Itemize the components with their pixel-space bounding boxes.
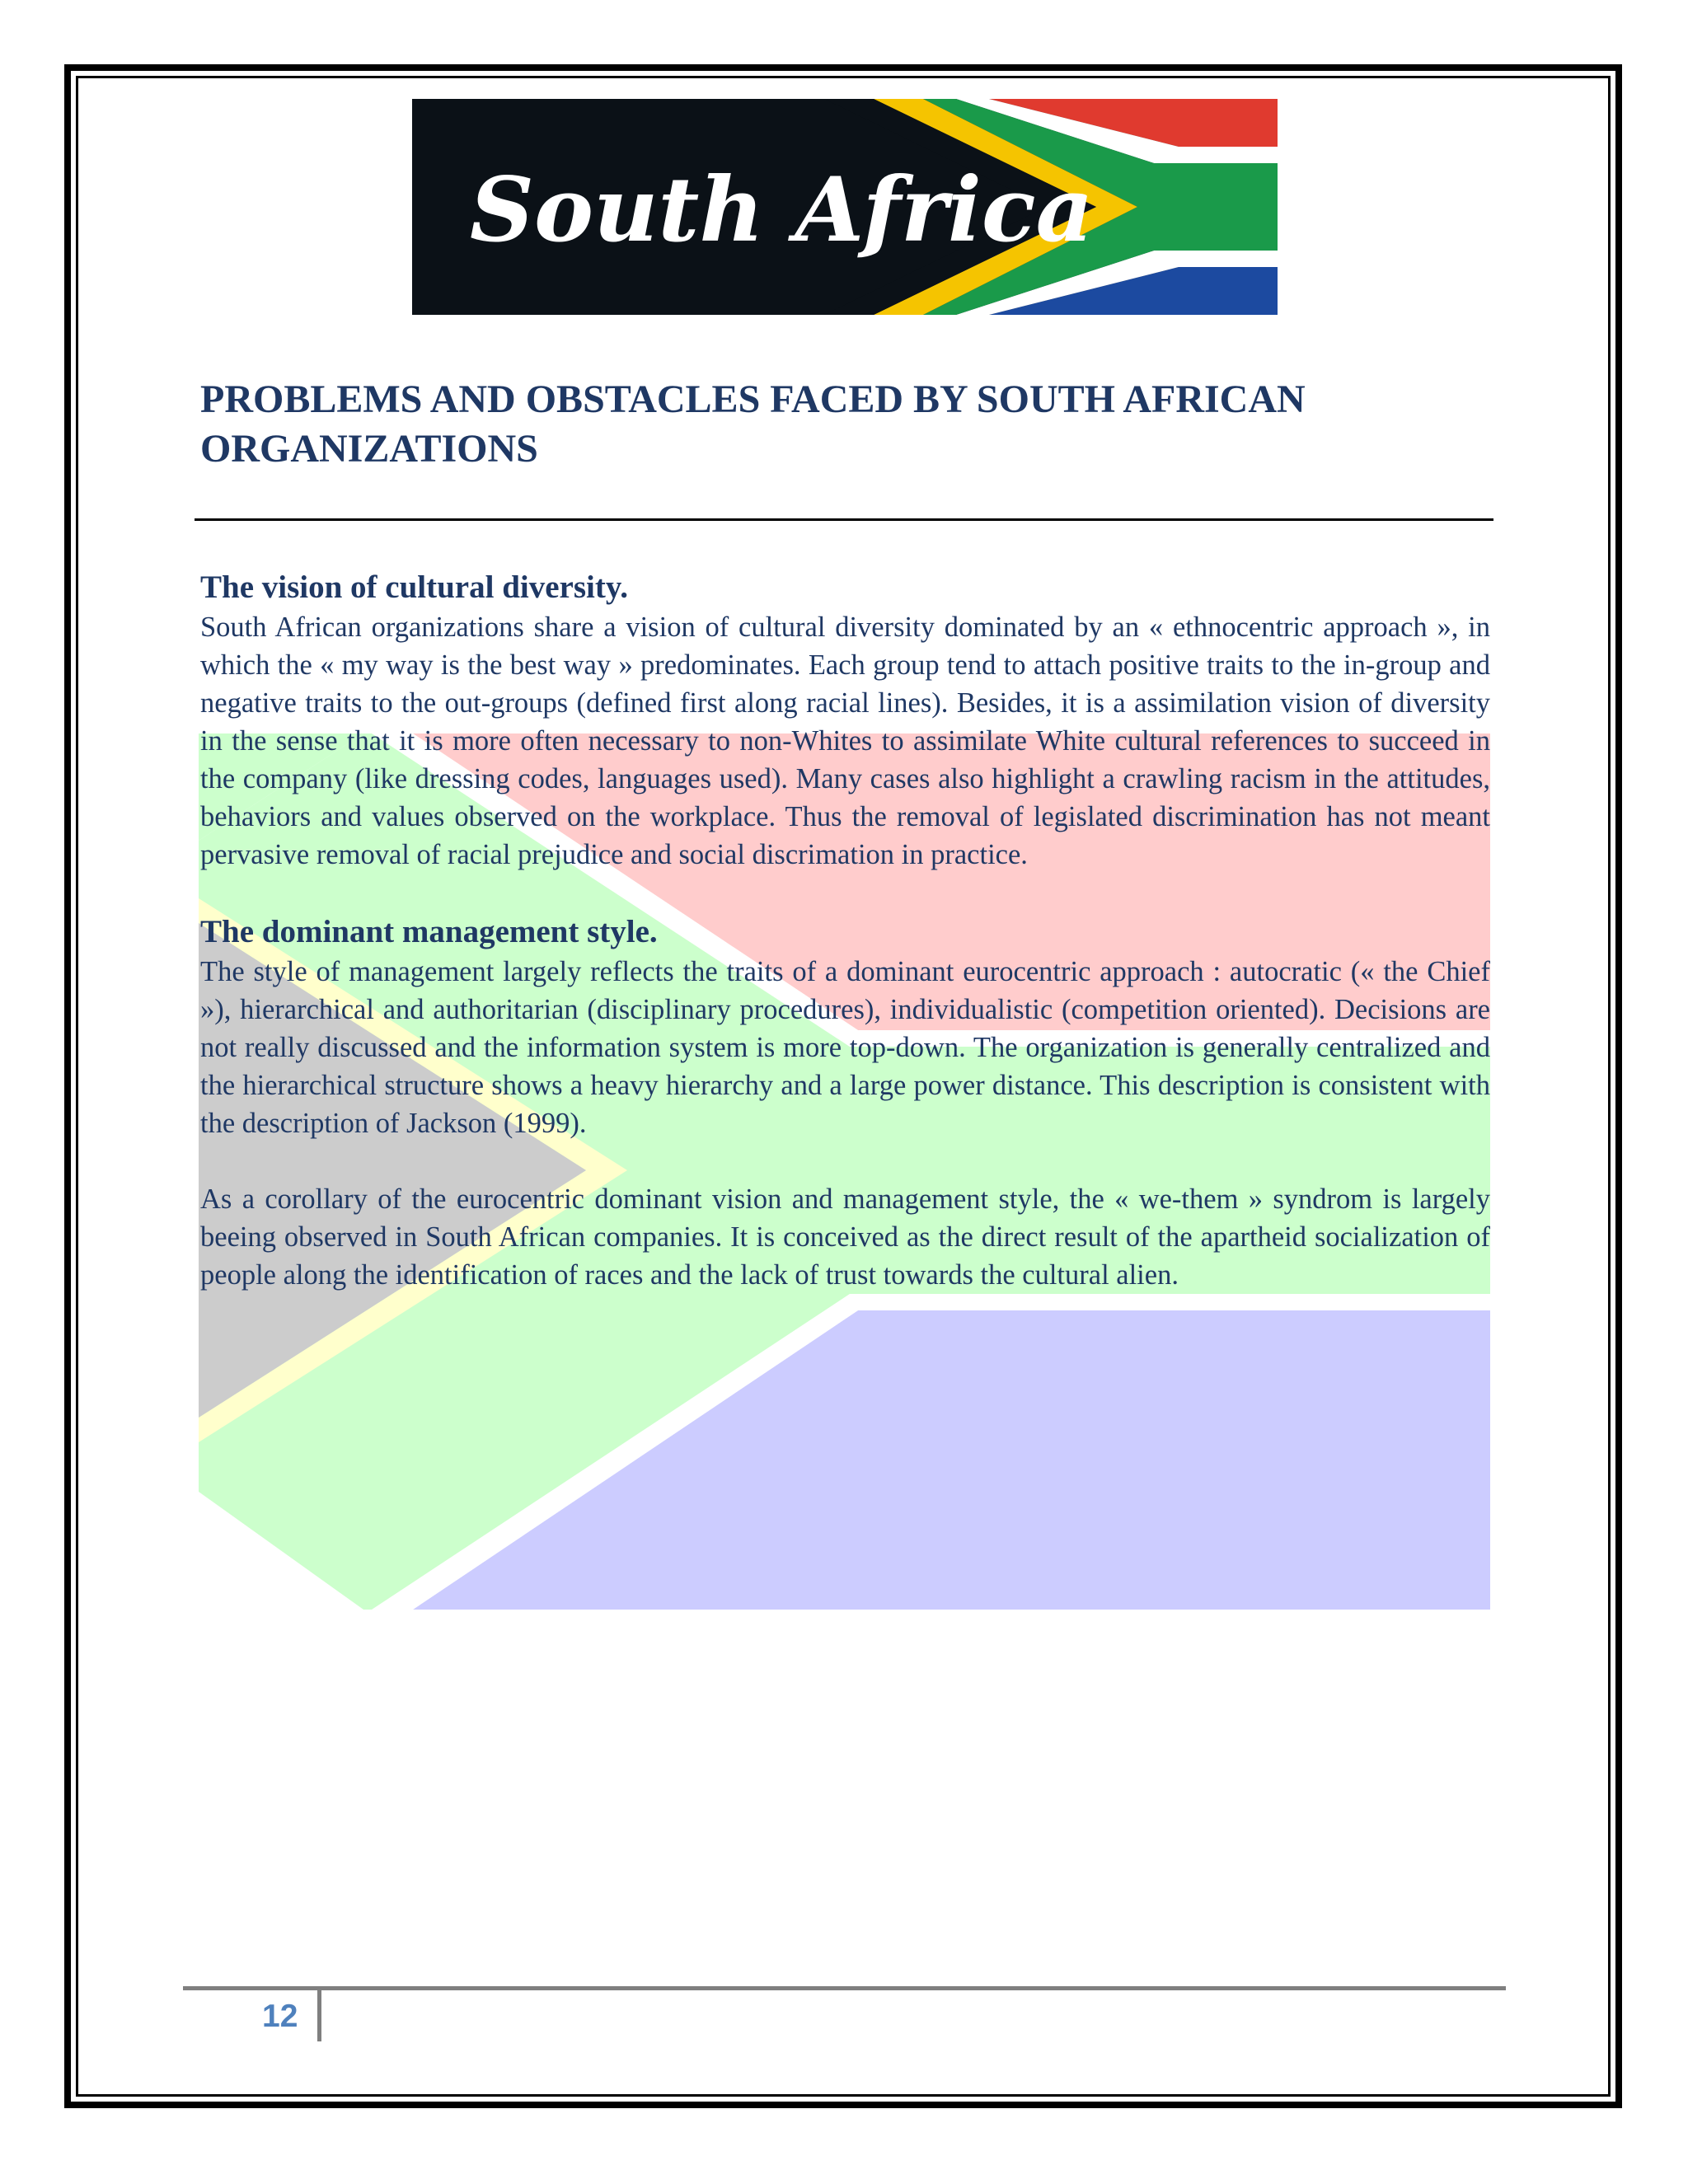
section-cultural-diversity — [200, 567, 1490, 874]
banner-logo-text: South Africa — [470, 158, 1094, 262]
section-heading: The dominant management style. — [200, 914, 658, 949]
section-heading: The vision of cultural diversity. — [200, 569, 628, 605]
main-content — [200, 567, 1490, 1294]
page-title: PROBLEMS AND OBSTACLES FACED BY SOUTH AFRICAN ORGANIZATIONS — [200, 377, 1306, 471]
spacer — [200, 1142, 1490, 1180]
section-paragraph: The style of management largely reflects the traits of a dominant eurocentric approach : autocratic (« the Chief »), hierarchical and authoritarian (disciplinary procedures), individualistic (competition oriented). Decisions are not really discussed and the information system is more top-down. The organization is generally centralized and the hierarchical structure shows a heavy hierarchy and a large power distance. This description is consistent with the description of Jackson (1999). — [200, 956, 1490, 1139]
footer-divider-tick — [317, 1990, 321, 2041]
page-number: 12 — [262, 1999, 298, 2034]
section-paragraph: South African organizations share a vision of cultural diversity dominated by an « ethnocentric approach », in which the « my way is the best way » predominates. Each group tend to attach positive traits to the in-group and negative traits to the out-groups (defined first along racial lines). Besides, it is a assimilation vision of diversity in the sense that it is more often necessary to non-Whites to assimilate White cultural references to succeed in the company (like dressing codes, languages used). Many cases also highlight a crawling racism in the attitudes, behaviors and values observed on the workplace. Thus the removal of legislated discrimination has not meant pervasive removal of racial prejudice and social discrimation in practice. — [200, 612, 1490, 870]
south-africa-banner-logo — [412, 99, 1278, 315]
title-divider — [195, 518, 1493, 521]
section-paragraph: As a corollary of the eurocentric dominant vision and management style, the « we-them » syndrom is largely beeing observed in South African companies. It is conceived as the direct result of the apartheid socialization of people along the identification of races and the lack of trust towards the cultural alien. — [200, 1183, 1490, 1291]
spacer — [200, 874, 1490, 912]
footer-divider — [183, 1986, 1506, 1990]
south-africa-flag-logo-graphic — [412, 99, 1278, 315]
section-management-style — [200, 912, 1490, 1294]
